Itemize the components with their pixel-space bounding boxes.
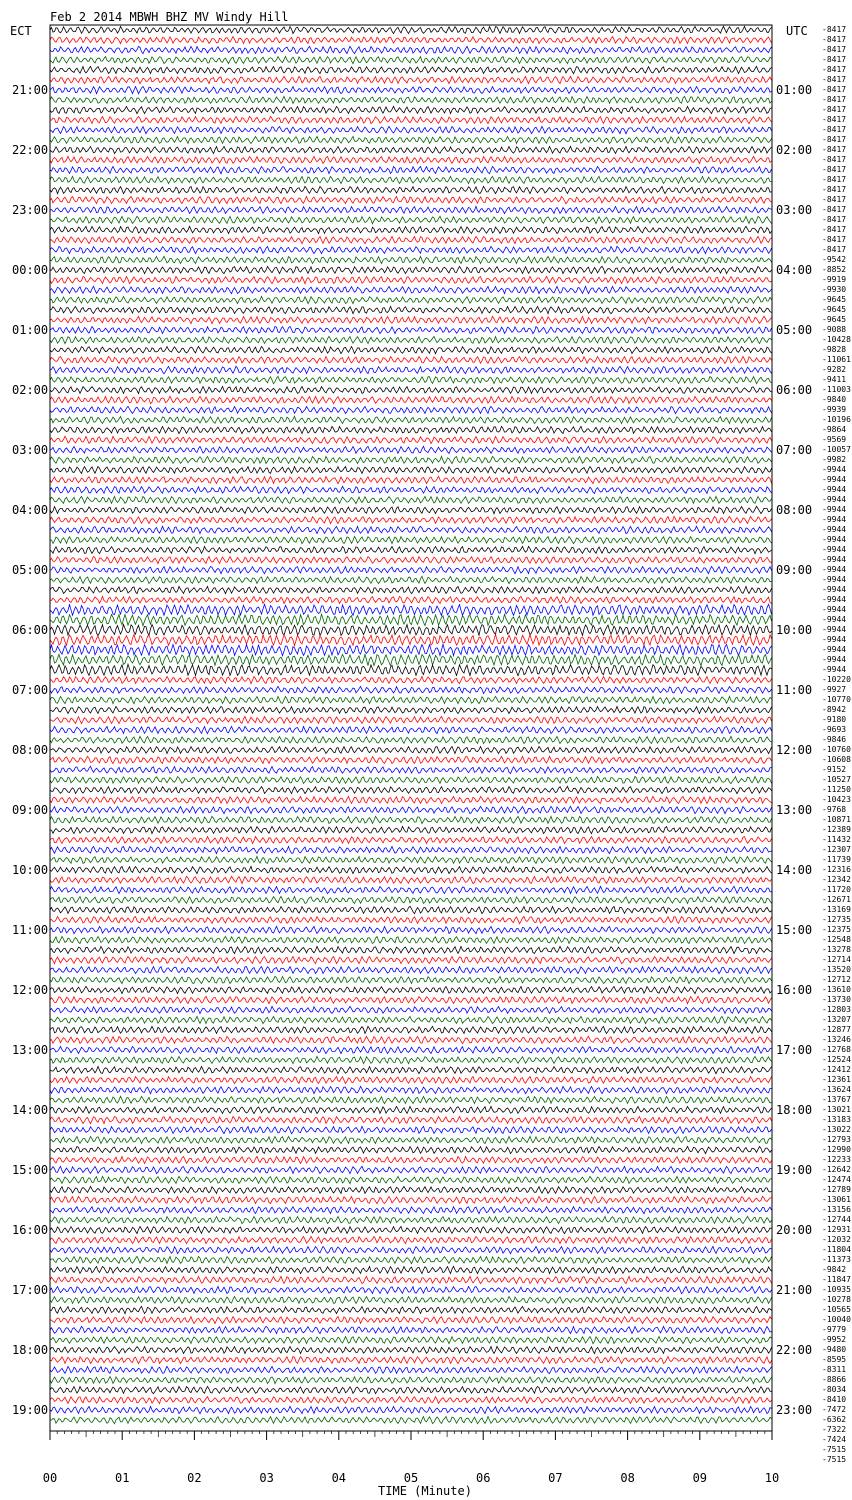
- left-timezone-label: ECT: [10, 24, 32, 38]
- trace-count-label: -12789: [822, 1185, 851, 1194]
- left-hour-label: 02:00: [12, 383, 49, 397]
- trace-count-label: -11373: [822, 1255, 851, 1264]
- trace-count-label: -13061: [822, 1195, 851, 1204]
- left-hour-label: 09:00: [12, 803, 49, 817]
- trace-count-label: -9927: [822, 685, 847, 694]
- trace-count-label: -12307: [822, 845, 851, 854]
- left-hour-label: 18:00: [12, 1343, 49, 1357]
- trace-count-label: -9864: [822, 425, 847, 434]
- trace-count-label: -8410: [822, 1395, 847, 1404]
- trace-count-label: -9779: [822, 1325, 847, 1334]
- trace-count-label: -12671: [822, 895, 851, 904]
- right-hour-label: 13:00: [776, 803, 813, 817]
- trace-count-label: -8852: [822, 265, 847, 274]
- x-tick-label: 07: [548, 1471, 563, 1485]
- trace-count-label: -9919: [822, 275, 847, 284]
- trace-count-label: -9180: [822, 715, 847, 724]
- trace-count-label: -9944: [822, 585, 847, 594]
- trace-count-label: -8417: [822, 205, 847, 214]
- trace-count-label: -12412: [822, 1065, 851, 1074]
- trace-count-label: -9939: [822, 405, 847, 414]
- trace-count-label: -9944: [822, 615, 847, 624]
- trace-count-label: -9944: [822, 625, 847, 634]
- trace-count-label: -13730: [822, 995, 851, 1004]
- trace-count-label: -9930: [822, 285, 847, 294]
- trace-count-label: -8417: [822, 95, 847, 104]
- trace-count-label: -9645: [822, 305, 847, 314]
- trace-count-label: -10040: [822, 1315, 851, 1324]
- trace-count-label: -9542: [822, 255, 847, 264]
- left-hour-label: 22:00: [12, 143, 49, 157]
- right-hour-label: 07:00: [776, 443, 813, 457]
- right-hour-label: 10:00: [776, 623, 813, 637]
- trace-count-label: -10278: [822, 1295, 851, 1304]
- left-hour-label: 11:00: [12, 923, 49, 937]
- trace-count-label: -9944: [822, 515, 847, 524]
- trace-count-label: -8417: [822, 195, 847, 204]
- trace-count-label: -9982: [822, 455, 847, 464]
- trace-count-label: -8417: [822, 45, 847, 54]
- trace-count-label: -8417: [822, 125, 847, 134]
- trace-count-label: -11739: [822, 855, 851, 864]
- left-hour-label: 05:00: [12, 563, 49, 577]
- trace-count-label: -9944: [822, 465, 847, 474]
- left-hour-label: 01:00: [12, 323, 49, 337]
- x-tick-label: 09: [692, 1471, 708, 1485]
- trace-count-label: -12768: [822, 1045, 851, 1054]
- trace-count-label: -9842: [822, 1265, 847, 1274]
- trace-count-label: -10057: [822, 445, 851, 454]
- trace-count-label: -12342: [822, 875, 851, 884]
- trace-count-label: -9944: [822, 485, 847, 494]
- right-hour-label: 05:00: [776, 323, 813, 337]
- trace-count-label: -9944: [822, 645, 847, 654]
- left-hour-label: 03:00: [12, 443, 49, 457]
- trace-count-label: -8417: [822, 235, 847, 244]
- trace-count-label: -10871: [822, 815, 851, 824]
- trace-count-label: -8866: [822, 1375, 847, 1384]
- trace-count-label: -8417: [822, 65, 847, 74]
- left-hour-label: 13:00: [12, 1043, 49, 1057]
- trace-count-label: -8417: [822, 165, 847, 174]
- x-axis-label: TIME (Minute): [378, 1484, 472, 1498]
- right-hour-label: 08:00: [776, 503, 813, 517]
- trace-count-label: -10428: [822, 335, 851, 344]
- x-tick-label: 10: [764, 1471, 780, 1485]
- trace-count-label: -13207: [822, 1015, 851, 1024]
- trace-count-label: -8417: [822, 25, 847, 34]
- trace-count-label: -13169: [822, 905, 851, 914]
- trace-count-label: -13021: [822, 1105, 851, 1114]
- trace-count-label: -9645: [822, 295, 847, 304]
- trace-count-label: -9944: [822, 535, 847, 544]
- x-tick-label: 08: [620, 1471, 635, 1485]
- trace-count-label: -12389: [822, 825, 851, 834]
- trace-count-label: -13520: [822, 965, 851, 974]
- trace-count-label: -7322: [822, 1425, 847, 1434]
- trace-count-label: -12375: [822, 925, 851, 934]
- trace-count-label: -12803: [822, 1005, 851, 1014]
- trace-count-label: -9944: [822, 575, 847, 584]
- trace-count-label: -11847: [822, 1275, 851, 1284]
- right-hour-label: 04:00: [776, 263, 813, 277]
- trace-count-label: -9828: [822, 345, 847, 354]
- right-hour-label: 09:00: [776, 563, 813, 577]
- trace-count-label: -11804: [822, 1245, 851, 1254]
- left-hour-label: 07:00: [12, 683, 49, 697]
- trace-count-label: -9944: [822, 505, 847, 514]
- right-hour-label: 06:00: [776, 383, 813, 397]
- left-hour-label: 14:00: [12, 1103, 49, 1117]
- trace-count-label: -8417: [822, 155, 847, 164]
- trace-count-label: -12931: [822, 1225, 851, 1234]
- left-hour-label: 15:00: [12, 1163, 49, 1177]
- right-hour-label: 01:00: [776, 83, 813, 97]
- trace-count-label: -9840: [822, 395, 847, 404]
- trace-count-label: -10770: [822, 695, 851, 704]
- right-hour-label: 21:00: [776, 1283, 813, 1297]
- trace-count-label: -8417: [822, 105, 847, 114]
- trace-count-label: -11432: [822, 835, 851, 844]
- trace-count-label: -8417: [822, 35, 847, 44]
- trace-count-label: -9088: [822, 325, 847, 334]
- right-hour-label: 12:00: [776, 743, 813, 757]
- trace-count-label: -11250: [822, 785, 851, 794]
- left-hour-label: 06:00: [12, 623, 49, 637]
- trace-count-label: -8034: [822, 1385, 847, 1394]
- trace-count-label: -9944: [822, 565, 847, 574]
- right-hour-label: 14:00: [776, 863, 813, 877]
- trace-count-label: -12744: [822, 1215, 851, 1224]
- trace-count-label: -13156: [822, 1205, 851, 1214]
- trace-count-label: -9944: [822, 635, 847, 644]
- right-hour-label: 23:00: [776, 1403, 813, 1417]
- trace-count-label: -12990: [822, 1145, 851, 1154]
- right-hour-label: 17:00: [776, 1043, 813, 1057]
- trace-count-label: -8417: [822, 85, 847, 94]
- x-tick-label: 04: [331, 1471, 347, 1485]
- left-hour-label: 10:00: [12, 863, 49, 877]
- trace-count-label: -9944: [822, 475, 847, 484]
- trace-count-label: -10935: [822, 1285, 851, 1294]
- trace-count-label: -7424: [822, 1435, 847, 1444]
- left-hour-label: 16:00: [12, 1223, 49, 1237]
- trace-count-label: -8417: [822, 115, 847, 124]
- left-hour-label: 21:00: [12, 83, 49, 97]
- trace-count-label: -8417: [822, 55, 847, 64]
- trace-count-label: -9480: [822, 1345, 847, 1354]
- x-tick-label: 03: [259, 1471, 274, 1485]
- x-tick-label: 06: [475, 1471, 491, 1485]
- right-hour-label: 15:00: [776, 923, 813, 937]
- trace-count-label: -12316: [822, 865, 851, 874]
- trace-count-label: -12524: [822, 1055, 851, 1064]
- trace-count-label: -10196: [822, 415, 851, 424]
- trace-count-label: -8311: [822, 1365, 847, 1374]
- trace-count-label: -12233: [822, 1155, 851, 1164]
- trace-count-label: -8942: [822, 705, 847, 714]
- right-hour-label: 11:00: [776, 683, 813, 697]
- trace-count-label: -8595: [822, 1355, 847, 1364]
- x-tick-label: 01: [114, 1471, 130, 1485]
- trace-count-label: -9944: [822, 545, 847, 554]
- trace-count-label: -9693: [822, 725, 847, 734]
- trace-count-label: -9944: [822, 595, 847, 604]
- trace-count-label: -9645: [822, 315, 847, 324]
- right-hour-label: 20:00: [776, 1223, 813, 1237]
- trace-count-label: -8417: [822, 245, 847, 254]
- trace-count-label: -9944: [822, 495, 847, 504]
- trace-count-label: -12361: [822, 1075, 851, 1084]
- right-hour-label: 19:00: [776, 1163, 813, 1177]
- right-hour-label: 16:00: [776, 983, 813, 997]
- x-tick-label: 00: [42, 1471, 58, 1485]
- trace-count-label: -13183: [822, 1115, 851, 1124]
- trace-count-label: -9952: [822, 1335, 847, 1344]
- trace-count-label: -12548: [822, 935, 851, 944]
- trace-count-label: -12032: [822, 1235, 851, 1244]
- right-hour-label: 02:00: [776, 143, 813, 157]
- trace-count-label: -9768: [822, 805, 847, 814]
- trace-count-label: -12793: [822, 1135, 851, 1144]
- trace-count-label: -8417: [822, 175, 847, 184]
- x-tick-label: 02: [187, 1471, 202, 1485]
- trace-count-label: -13246: [822, 1035, 851, 1044]
- left-hour-label: 04:00: [12, 503, 49, 517]
- trace-count-label: -10565: [822, 1305, 851, 1314]
- trace-count-label: -13278: [822, 945, 851, 954]
- trace-count-label: -9944: [822, 555, 847, 564]
- right-hour-label: 03:00: [776, 203, 813, 217]
- left-hour-label: 12:00: [12, 983, 49, 997]
- trace-count-label: -9944: [822, 665, 847, 674]
- trace-count-label: -8417: [822, 225, 847, 234]
- trace-count-label: -8417: [822, 185, 847, 194]
- chart-title: Feb 2 2014 MBWH BHZ MV Windy Hill: [50, 10, 289, 24]
- left-hour-label: 23:00: [12, 203, 49, 217]
- left-hour-label: 19:00: [12, 1403, 49, 1417]
- trace-count-label: -7472: [822, 1405, 847, 1414]
- trace-count-label: -10423: [822, 795, 851, 804]
- trace-count-label: -8417: [822, 75, 847, 84]
- trace-count-label: -8417: [822, 135, 847, 144]
- trace-count-label: -12714: [822, 955, 851, 964]
- trace-count-label: -9846: [822, 735, 847, 744]
- trace-count-label: -9282: [822, 365, 847, 374]
- left-hour-label: 08:00: [12, 743, 49, 757]
- trace-count-label: -12642: [822, 1165, 851, 1174]
- trace-count-label: -11061: [822, 355, 851, 364]
- trace-count-label: -7515: [822, 1455, 847, 1464]
- trace-count-label: -13624: [822, 1085, 851, 1094]
- trace-count-label: -9944: [822, 655, 847, 664]
- trace-count-label: -12474: [822, 1175, 851, 1184]
- right-hour-label: 22:00: [776, 1343, 813, 1357]
- left-hour-label: 17:00: [12, 1283, 49, 1297]
- trace-count-label: -9944: [822, 605, 847, 614]
- trace-count-label: -10527: [822, 775, 851, 784]
- trace-count-label: -7515: [822, 1445, 847, 1454]
- trace-count-label: -13022: [822, 1125, 851, 1134]
- trace-count-label: -12877: [822, 1025, 851, 1034]
- trace-count-label: -9152: [822, 765, 847, 774]
- trace-count-label: -12712: [822, 975, 851, 984]
- x-tick-label: 05: [403, 1471, 419, 1485]
- trace-count-label: -10220: [822, 675, 851, 684]
- trace-count-label: -10760: [822, 745, 851, 754]
- trace-count-label: -9944: [822, 525, 847, 534]
- trace-count-label: -10608: [822, 755, 851, 764]
- trace-count-label: -12735: [822, 915, 851, 924]
- trace-count-label: -11003: [822, 385, 851, 394]
- trace-count-label: -11720: [822, 885, 851, 894]
- trace-count-label: -6362: [822, 1415, 847, 1424]
- right-timezone-label: UTC: [786, 24, 808, 38]
- trace-count-label: -9569: [822, 435, 847, 444]
- right-hour-label: 18:00: [776, 1103, 813, 1117]
- trace-count-label: -13767: [822, 1095, 851, 1104]
- trace-count-label: -8417: [822, 215, 847, 224]
- left-hour-label: 00:00: [12, 263, 49, 277]
- trace-count-label: -13610: [822, 985, 851, 994]
- trace-count-label: -9411: [822, 375, 847, 384]
- trace-count-label: -8417: [822, 145, 847, 154]
